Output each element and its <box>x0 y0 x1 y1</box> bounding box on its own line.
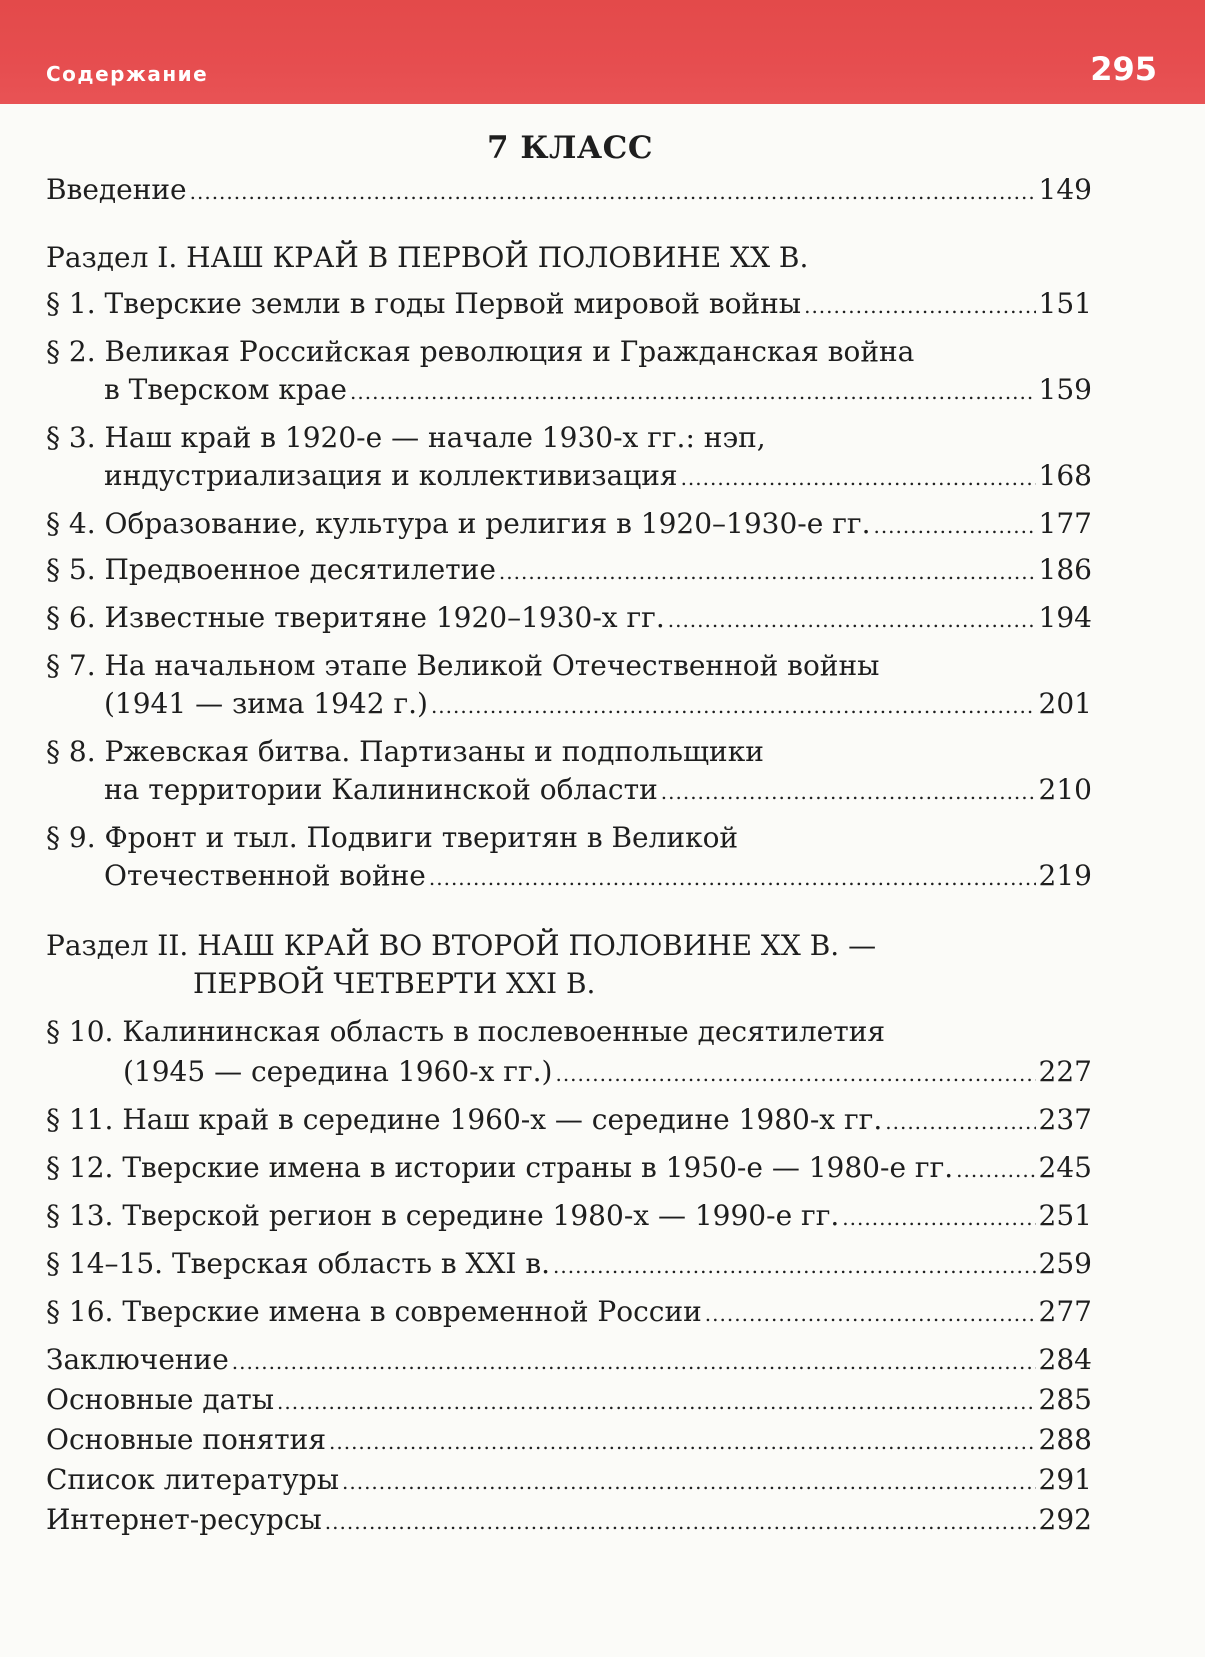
toc-entry-dates[interactable] <box>46 1378 1092 1422</box>
leader-dots <box>842 1196 1035 1240</box>
toc-label: (1945 — середина 1960-х гг.) <box>123 1055 553 1088</box>
toc-entry-line1[interactable]: § 8. Ржевская битва. Партизаны и подпольщики <box>46 735 764 768</box>
toc-label: § 5. Предвоенное десятилетие <box>46 553 496 586</box>
toc-page: 159 <box>1038 373 1092 406</box>
toc-entry[interactable] <box>46 1290 1092 1334</box>
toc-entry[interactable] <box>46 1146 1092 1190</box>
leader-dots <box>885 1100 1035 1144</box>
part2-title: Раздел II. НАШ КРАЙ ВО ВТОРОЙ ПОЛОВИНЕ XX В. — <box>46 929 877 962</box>
toc-entry-line1[interactable]: § 7. На начальном этапе Великой Отечественной войны <box>46 649 880 682</box>
toc-label: § 11. Наш край в середине 1960-х — середине 1980-х гг. <box>46 1103 883 1136</box>
toc-page: 149 <box>1038 173 1092 206</box>
toc-page: 292 <box>1038 1503 1092 1536</box>
toc-page: 259 <box>1038 1247 1092 1280</box>
toc-entry[interactable] <box>46 502 1092 546</box>
toc-page: 201 <box>1038 687 1092 720</box>
toc-entry[interactable] <box>104 682 1092 726</box>
toc-page: 277 <box>1038 1295 1092 1328</box>
leader-dots <box>681 456 1036 500</box>
leader-dots <box>431 684 1036 728</box>
toc-label: Основные даты <box>46 1383 275 1416</box>
leader-dots <box>705 1292 1036 1336</box>
toc-entry[interactable] <box>123 1050 1092 1094</box>
toc-label: Интернет-ресурсы <box>46 1503 322 1536</box>
toc-entry-intro[interactable] <box>46 168 1092 212</box>
toc-page: 237 <box>1038 1103 1092 1136</box>
toc-entry-line1[interactable]: § 9. Фронт и тыл. Подвиги тверитян в Великой <box>46 821 739 854</box>
toc-entry[interactable] <box>104 768 1092 812</box>
leader-dots <box>499 550 1036 594</box>
toc-label: § 12. Тверские имена в истории страны в 1950-е — 1980-е гг. <box>46 1151 954 1184</box>
toc-page: 291 <box>1038 1463 1092 1496</box>
toc-label: Список литературы <box>46 1463 339 1496</box>
leader-dots <box>668 598 1036 642</box>
section-title: Содержание <box>46 62 209 86</box>
toc-entry-internet[interactable] <box>46 1498 1092 1542</box>
toc-label: § 1. Тверские земли в годы Первой мировой войны <box>46 287 802 320</box>
toc-entry[interactable] <box>104 854 1092 898</box>
toc-entry-terms[interactable] <box>46 1418 1092 1462</box>
toc-label: § 14–15. Тверская область в XXI в. <box>46 1247 550 1280</box>
toc-page: 285 <box>1038 1383 1092 1416</box>
leader-dots <box>429 856 1036 900</box>
part1-title: Раздел I. НАШ КРАЙ В ПЕРВОЙ ПОЛОВИНЕ XX В. <box>46 241 809 274</box>
leader-dots <box>873 504 1035 548</box>
toc-label: § 6. Известные тверитяне 1920–1930-х гг. <box>46 601 665 634</box>
toc-entry[interactable] <box>46 1098 1092 1142</box>
leader-dots <box>325 1500 1036 1544</box>
toc-page: 194 <box>1038 601 1092 634</box>
toc-entry[interactable] <box>46 1242 1092 1286</box>
leader-dots <box>661 770 1036 814</box>
toc-label: Заключение <box>46 1343 229 1376</box>
toc-entry[interactable] <box>46 1194 1092 1238</box>
toc-entry[interactable] <box>46 548 1092 592</box>
toc-label: индустриализация и коллективизация <box>104 459 678 492</box>
toc-page: 284 <box>1038 1343 1092 1376</box>
toc-label: Введение <box>46 173 187 206</box>
leader-dots <box>956 1148 1035 1192</box>
toc-entry-line1[interactable]: § 3. Наш край в 1920-е — начале 1930-х гг.: нэп, <box>46 421 766 454</box>
toc-page: 210 <box>1038 773 1092 806</box>
toc-page: 288 <box>1038 1423 1092 1456</box>
toc-label: Отечественной войне <box>104 859 426 892</box>
toc-page: 227 <box>1038 1055 1092 1088</box>
grade-title: 7 КЛАСС <box>486 130 654 166</box>
part2-title-cont: ПЕРВОЙ ЧЕТВЕРТИ XXI В. <box>193 967 596 1000</box>
leader-dots <box>190 170 1036 214</box>
toc-entry-line1[interactable]: § 2. Великая Российская революция и Гражданская война <box>46 335 915 368</box>
leader-dots <box>350 370 1036 414</box>
toc-label: Основные понятия <box>46 1423 326 1456</box>
page-number: 295 <box>1090 50 1157 88</box>
toc-page: 219 <box>1038 859 1092 892</box>
toc-entry[interactable] <box>46 596 1092 640</box>
toc-page: 186 <box>1038 553 1092 586</box>
toc-page: 168 <box>1038 459 1092 492</box>
toc-entry-conclusion[interactable] <box>46 1338 1092 1382</box>
toc-entry-line1[interactable]: § 10. Калининская область в послевоенные десятилетия <box>46 1015 886 1048</box>
toc-entry[interactable] <box>46 282 1092 326</box>
toc-label: § 16. Тверские имена в современной России <box>46 1295 702 1328</box>
page-header <box>0 0 1205 104</box>
leader-dots <box>804 284 1035 328</box>
toc-label: на территории Калининской области <box>104 773 658 806</box>
toc-label: § 4. Образование, культура и религия в 1920–1930-е гг. <box>46 507 871 540</box>
toc-page: 151 <box>1038 287 1092 320</box>
toc-label: § 13. Тверской регион в середине 1980-х — 1990-е гг. <box>46 1199 840 1232</box>
toc-entry-literature[interactable] <box>46 1458 1092 1502</box>
toc-label: в Тверском крае <box>104 373 348 406</box>
toc-page: 251 <box>1038 1199 1092 1232</box>
leader-dots <box>555 1052 1035 1096</box>
toc-label: (1941 — зима 1942 г.) <box>104 687 428 720</box>
toc-entry[interactable] <box>104 368 1092 412</box>
toc-page: 245 <box>1038 1151 1092 1184</box>
toc-page: 177 <box>1038 507 1092 540</box>
toc-entry[interactable] <box>104 454 1092 498</box>
leader-dots <box>553 1244 1036 1288</box>
